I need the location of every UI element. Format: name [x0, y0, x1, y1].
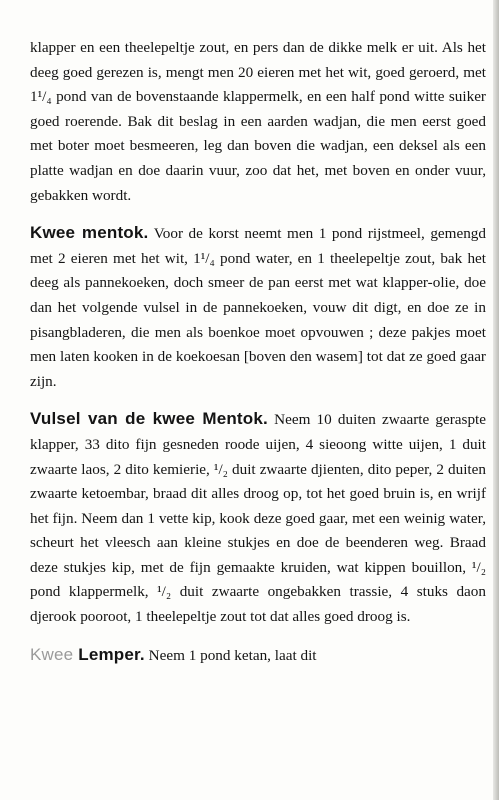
recipe-heading: Vulsel van de kwee Mentok. [30, 409, 268, 429]
paragraph-kwee-lemper [30, 643, 486, 669]
page-text [30, 0, 486, 668]
paragraph-vulsel [30, 407, 486, 629]
recipe-heading: Kwee mentok. [30, 223, 149, 243]
paragraph-text: Neem 10 duiten zwaarte geraspte klapper, 33 dito fijn gesneden roode uijen, 4 sieoong witte uijen, 1 duit zwaarte laos, 2 dito kemierie, ¹/₂ duit zwaarte djienten, dito peper, 2 duiten zwaarte ketoembar, braad dit alles droog op, tot het goed bruin is, en wrijf het fijn. Neem dan 1 vette kip, kook deze goed gaar, met een weinig water, scheurt het vleesch aan kleine stukjes en doe de beenderen weg. Braad deze stukjes kip, met de fijn gemaakte kruiden, wat kippen bouillon, ¹/₂ pond klappermelk, ¹/₂ duit zwaarte ongebakken trassie, 4 stuks daon djerook pooroot, 1 theelepeltje zout tot dat alles goed droog is. [30, 411, 487, 626]
paragraph-text: Voor de korst neemt men 1 pond rijstmeel, gemengd met 2 eieren met het wit, 1¹/₄ pond water, en 1 theelepeltje zout, bak het deeg als pannekoeken, doch smeer de pan eerst met wat klapper-olie, doe dan het volgende vulsel in de pannekoeken, vouw dit digt, en doe ze in pisangbladeren, die men als boenkoe moet opvouwen ; deze pakjes moet men laten kooken in de koekoesan [boven den wasem] tot dat ze goed gaar zijn. [30, 225, 486, 390]
paragraph-kwee-mentok [30, 221, 486, 394]
paragraph-gap [30, 394, 486, 407]
page-edge [493, 0, 499, 800]
paragraph-text: Neem 1 pond ketan, laat dit [144, 646, 317, 664]
paragraph-gap [30, 630, 486, 643]
paragraph-cake-continued [30, 0, 486, 208]
paragraph-text: klapper en een theelepeltje zout, en pers dan de dikke melk er uit. Als het deeg goed gerezen is, mengt men 20 eieren met het wit, goed geroerd, met 1¹/₄ pond van de bovenstaande klappermelk, en een half pond witte suiker goed roerende. Bak dit beslag in een aarden wadjan, die men eerst goed met boter moet besmeeren, leg dan boven die wadjan, een deksel als een platte wadjan en doe daarin vuur, zoo dat het, met boven en onder vuur, gebakken wordt. [30, 39, 486, 204]
paragraph-gap [30, 208, 486, 221]
recipe-heading-faded: Kwee [30, 644, 74, 664]
recipe-heading: Lemper. [73, 644, 145, 664]
